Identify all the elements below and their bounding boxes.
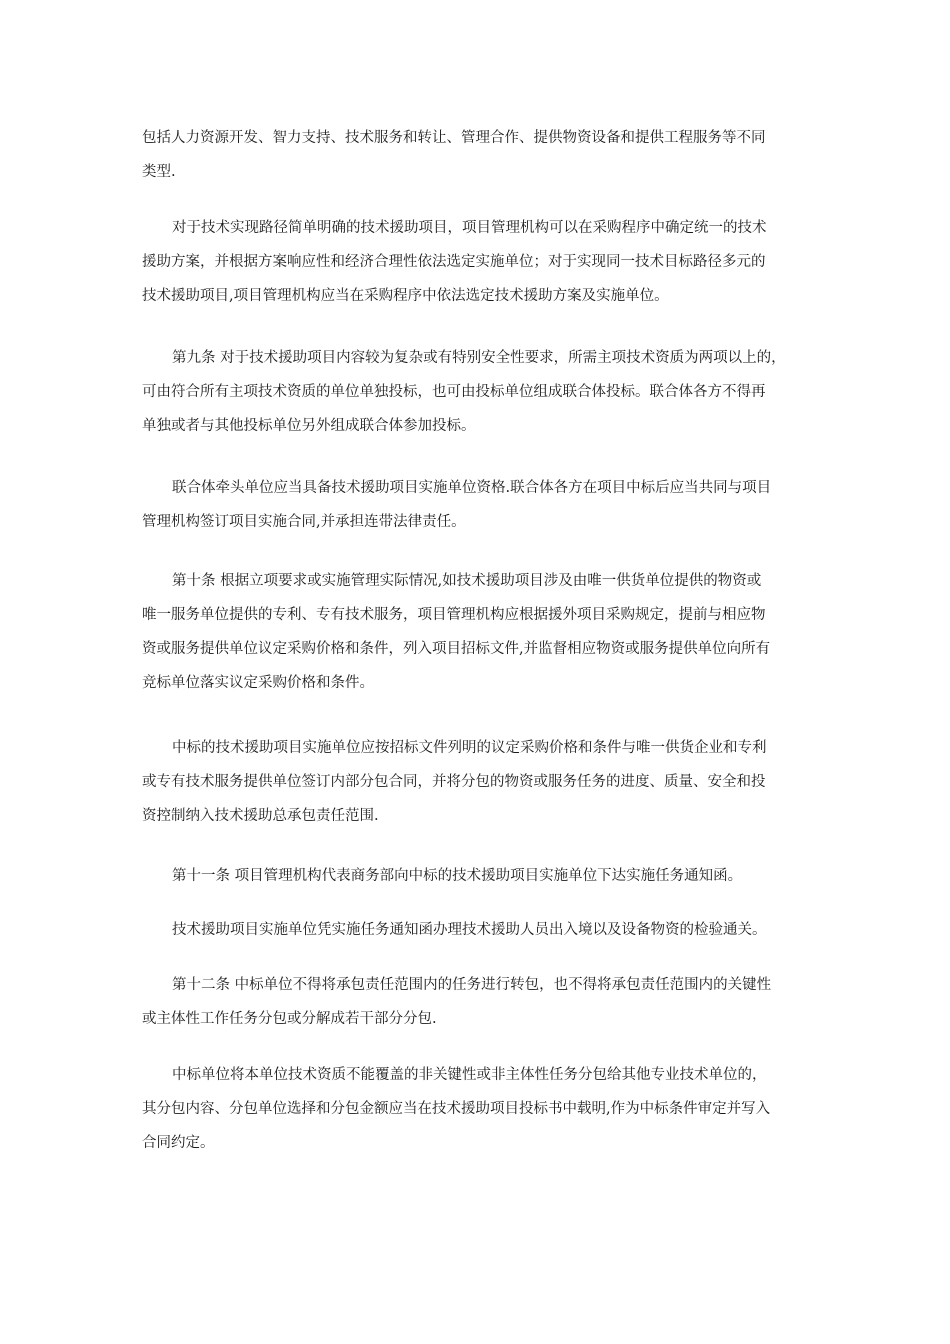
text-line: 唯一服务单位提供的专利、专有技术服务，项目管理机构应根据援外项目采购规定，提前与相应物	[142, 607, 766, 623]
text-line: 或主体性工作任务分包或分解成若干部分分包.	[142, 1011, 437, 1027]
paragraph-article-10	[142, 564, 814, 700]
text-line: 资或服务提供单位议定采购价格和条件，列入项目招标文件,并监督相应物资或服务提供单位向所有	[142, 641, 771, 657]
text-line: 第九条 对于技术援助项目内容较为复杂或有特别安全性要求，所需主项技术资质为两项以上的，	[172, 350, 786, 366]
text-line: 技术援助项目实施单位凭实施任务通知函办理技术援助人员出入境以及设备物资的检验通关。	[172, 922, 767, 938]
text-line: 第十一条 项目管理机构代表商务部向中标的技术援助项目实施单位下达实施任务通知函。	[172, 868, 743, 884]
text-line: 类型.	[142, 164, 176, 180]
text-line: 其分包内容、分包单位选择和分包金额应当在技术援助项目投标书中载明,作为中标条件审定并写入	[142, 1101, 771, 1117]
paragraph-8	[142, 913, 814, 947]
paragraph-2	[142, 211, 814, 313]
text-line: 竞标单位落实议定采购价格和条件。	[142, 675, 374, 691]
paragraph-1	[142, 121, 814, 189]
text-line: 或专有技术服务提供单位签订内部分包合同，并将分包的物资或服务任务的进度、质量、安全和投	[142, 774, 766, 790]
text-line: 合同约定。	[142, 1135, 215, 1151]
text-line: 第十条 根据立项要求或实施管理实际情况,如技术援助项目涉及由唯一供货单位提供的物资或	[172, 573, 762, 589]
text-line: 技术援助项目,项目管理机构应当在采购程序中依法选定技术援助方案及实施单位。	[142, 288, 669, 304]
text-line: 联合体牵头单位应当具备技术援助项目实施单位资格.联合体各方在项目中标后应当共同与项目	[172, 480, 772, 496]
paragraph-article-11	[142, 859, 814, 893]
paragraph-4	[142, 471, 814, 539]
text-line: 资控制纳入技术援助总承包责任范围.	[142, 808, 379, 824]
text-line: 包括人力资源开发、智力支持、技术服务和转让、管理合作、提供物资设备和提供工程服务等不同	[142, 130, 766, 146]
paragraph-article-12	[142, 968, 814, 1036]
text-line: 可由符合所有主项技术资质的单位单独投标，也可由投标单位组成联合体投标。联合体各方不得再	[142, 384, 766, 400]
paragraph-article-9	[142, 341, 814, 443]
paragraph-10	[142, 1058, 814, 1160]
text-line: 中标单位将本单位技术资质不能覆盖的非关键性或非主体性任务分包给其他专业技术单位的，	[172, 1067, 767, 1083]
text-line: 单独或者与其他投标单位另外组成联合体参加投标。	[142, 418, 476, 434]
text-line: 中标的技术援助项目实施单位应按招标文件列明的议定采购价格和条件与唯一供货企业和专利	[172, 740, 767, 756]
text-line: 管理机构签订项目实施合同,并承担连带法律责任。	[142, 514, 466, 530]
text-line: 对于技术实现路径简单明确的技术援助项目，项目管理机构可以在采购程序中确定统一的技术	[172, 220, 767, 236]
text-line: 第十二条 中标单位不得将承包责任范围内的任务进行转包，也不得将承包责任范围内的关键性	[172, 977, 772, 993]
paragraph-6	[142, 731, 814, 833]
text-line: 援助方案，并根据方案响应性和经济合理性依法选定实施单位；对于实现同一技术目标路径多元的	[142, 254, 766, 270]
